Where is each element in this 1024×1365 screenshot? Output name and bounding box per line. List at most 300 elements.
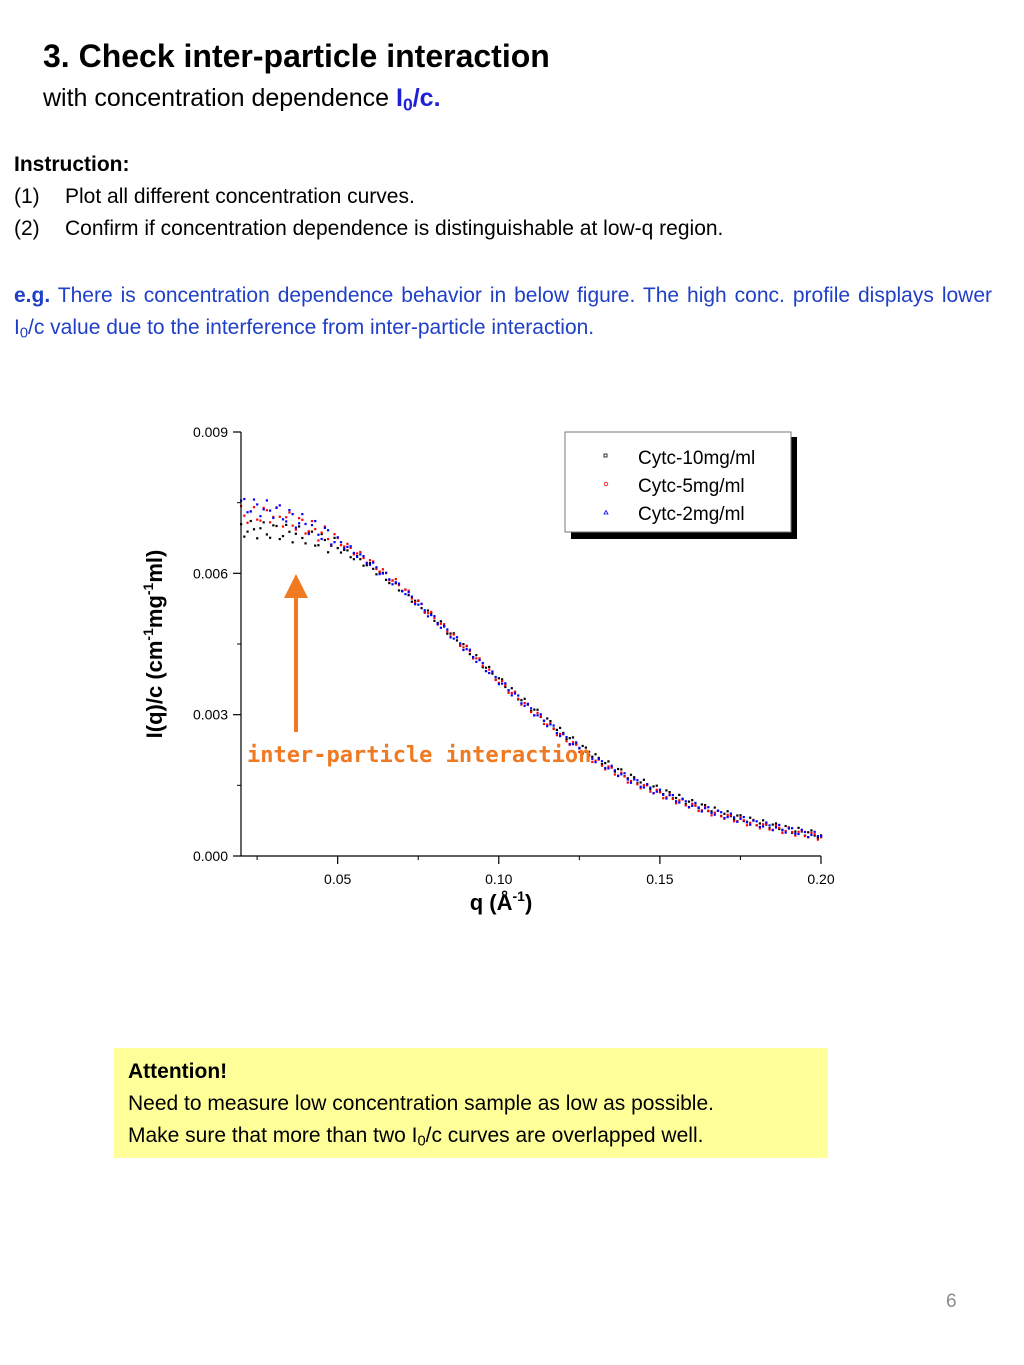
- data-point: [304, 532, 306, 534]
- data-point: [430, 614, 432, 616]
- legend: [565, 432, 797, 539]
- data-point: [556, 734, 558, 736]
- data-point: [527, 703, 529, 705]
- data-point: [282, 535, 284, 537]
- data-point: [295, 526, 297, 528]
- data-point: [478, 659, 480, 661]
- data-point: [556, 732, 558, 734]
- data-point: [459, 644, 461, 646]
- data-point: [395, 578, 397, 580]
- data-point: [401, 590, 403, 592]
- data-point: [804, 835, 806, 837]
- data-point: [601, 765, 603, 767]
- data-point: [314, 520, 316, 522]
- data-point: [282, 518, 284, 520]
- data-point: [646, 783, 648, 785]
- data-point: [504, 682, 506, 684]
- attention-line-2-b: /c curves are overlapped well.: [425, 1124, 704, 1147]
- data-point: [723, 813, 725, 815]
- data-point: [652, 792, 654, 794]
- data-point: [514, 692, 516, 694]
- data-point: [752, 820, 754, 822]
- data-point: [507, 689, 509, 691]
- data-point: [756, 820, 758, 822]
- data-point: [772, 824, 774, 826]
- data-point: [491, 670, 493, 672]
- data-point: [343, 547, 345, 549]
- x-tick-label: 0.10: [485, 871, 513, 887]
- data-point: [253, 528, 255, 530]
- data-point: [317, 539, 319, 541]
- data-point: [372, 562, 374, 564]
- data-point: [785, 825, 787, 827]
- data-point: [433, 615, 435, 617]
- data-point: [594, 753, 596, 755]
- data-point: [662, 797, 664, 799]
- x-axis-title-end: ): [524, 890, 533, 915]
- attention-line-1: Need to measure low concentration sample as low as possible.: [128, 1092, 714, 1115]
- data-point: [630, 774, 632, 776]
- page-number: 6: [946, 1291, 957, 1312]
- slide-subtitle: [43, 84, 441, 113]
- data-point: [810, 834, 812, 836]
- data-point: [649, 786, 651, 788]
- data-point: [656, 789, 658, 791]
- data-point: [694, 804, 696, 806]
- data-point: [462, 646, 464, 648]
- data-point: [591, 758, 593, 760]
- data-point: [398, 583, 400, 585]
- data-point: [356, 556, 358, 558]
- data-point: [620, 773, 622, 775]
- data-point: [723, 817, 725, 819]
- data-point: [791, 831, 793, 833]
- data-point: [253, 498, 255, 500]
- data-point: [627, 778, 629, 780]
- data-point: [743, 819, 745, 821]
- data-point: [797, 827, 799, 829]
- y-axis-title-part: mg: [142, 595, 167, 629]
- data-point: [327, 538, 329, 540]
- data-point: [781, 832, 783, 834]
- slide-title: 3. Check inter-particle interaction: [43, 38, 550, 74]
- data-point: [530, 711, 532, 713]
- data-point: [404, 589, 406, 591]
- data-point: [398, 589, 400, 591]
- data-point: [743, 816, 745, 818]
- data-point: [617, 768, 619, 770]
- data-point: [485, 670, 487, 672]
- data-point: [517, 698, 519, 700]
- data-point: [356, 552, 358, 554]
- data-point: [565, 738, 567, 740]
- data-point: [311, 531, 313, 533]
- data-point: [685, 804, 687, 806]
- data-point: [427, 609, 429, 611]
- data-point: [659, 791, 661, 793]
- data-point: [346, 546, 348, 548]
- data-point: [675, 800, 677, 802]
- series-2: [240, 498, 822, 838]
- subtitle-formula-c: /c.: [412, 84, 441, 112]
- data-point: [659, 789, 661, 791]
- x-axis-title: [470, 888, 533, 915]
- data-point: [475, 657, 477, 659]
- data-point: [414, 603, 416, 605]
- data-point: [246, 511, 248, 513]
- data-point: [614, 773, 616, 775]
- data-point: [546, 725, 548, 727]
- data-point: [295, 533, 297, 535]
- data-point: [266, 509, 268, 511]
- y-axis-title-part: ml): [142, 549, 167, 583]
- data-point: [640, 786, 642, 788]
- data-point: [259, 527, 261, 529]
- data-point: [623, 775, 625, 777]
- data-point: [353, 552, 355, 554]
- data-point: [495, 676, 497, 678]
- data-point: [594, 761, 596, 763]
- data-point: [636, 783, 638, 785]
- data-point: [549, 720, 551, 722]
- data-point: [759, 822, 761, 824]
- data-point: [292, 525, 294, 527]
- data-point: [504, 684, 506, 686]
- data-point: [475, 661, 477, 663]
- data-point: [556, 729, 558, 731]
- data-point: [346, 549, 348, 551]
- y-tick-label: 0.003: [192, 706, 228, 723]
- data-point: [304, 523, 306, 525]
- data-point: [797, 831, 799, 833]
- instruction-text: Plot all different concentration curves.: [65, 185, 415, 208]
- data-point: [520, 699, 522, 701]
- data-point: [669, 791, 671, 793]
- example-text-1: There is concentration dependence behavior in below figure. The high conc. profile displays lower I: [14, 284, 992, 339]
- data-point: [488, 668, 490, 670]
- data-point: [298, 517, 300, 519]
- data-point: [675, 802, 677, 804]
- data-point: [375, 573, 377, 575]
- data-point: [417, 604, 419, 606]
- data-point: [321, 532, 323, 534]
- data-point: [778, 827, 780, 829]
- data-point: [385, 572, 387, 574]
- data-point: [636, 779, 638, 781]
- data-point: [804, 831, 806, 833]
- data-point: [485, 667, 487, 669]
- data-point: [691, 803, 693, 805]
- data-point: [669, 794, 671, 796]
- data-point: [536, 714, 538, 716]
- data-point: [259, 515, 261, 517]
- data-point: [546, 717, 548, 719]
- data-points-layer: [240, 498, 822, 841]
- data-point: [511, 687, 513, 689]
- data-point: [643, 784, 645, 786]
- data-point: [466, 645, 468, 647]
- data-point: [317, 534, 319, 536]
- data-point: [607, 767, 609, 769]
- data-point: [714, 812, 716, 814]
- data-point: [250, 510, 252, 512]
- data-point: [466, 648, 468, 650]
- y-tick-label: 0.006: [192, 565, 228, 582]
- data-point: [672, 798, 674, 800]
- data-point: [768, 828, 770, 830]
- data-point: [385, 579, 387, 581]
- data-point: [391, 579, 393, 581]
- data-point: [243, 536, 245, 538]
- data-point: [807, 831, 809, 833]
- data-point: [717, 810, 719, 812]
- data-point: [807, 836, 809, 838]
- attention-line-2: [128, 1120, 814, 1152]
- data-point: [369, 559, 371, 561]
- data-point: [443, 625, 445, 627]
- data-point: [746, 824, 748, 826]
- data-point: [366, 564, 368, 566]
- data-point: [656, 791, 658, 793]
- data-point: [269, 510, 271, 512]
- data-point: [604, 762, 606, 764]
- data-point: [388, 582, 390, 584]
- data-point: [511, 694, 513, 696]
- data-point: [301, 537, 303, 539]
- data-point: [533, 709, 535, 711]
- y-tick-label: 0.009: [192, 424, 228, 440]
- data-point: [665, 789, 667, 791]
- data-point: [379, 571, 381, 573]
- data-point: [462, 643, 464, 645]
- data-point: [250, 520, 252, 522]
- data-point: [652, 785, 654, 787]
- data-point: [382, 572, 384, 574]
- data-point: [559, 727, 561, 729]
- data-point: [369, 564, 371, 566]
- data-point: [498, 683, 500, 685]
- data-point: [327, 551, 329, 553]
- instruction-item: [14, 217, 723, 241]
- data-point: [430, 611, 432, 613]
- data-point: [762, 823, 764, 825]
- data-point: [340, 541, 342, 543]
- data-point: [404, 593, 406, 595]
- x-tick-label: 0.20: [807, 871, 835, 887]
- y-axis-title-part: I(q)/c (cm: [142, 640, 167, 739]
- data-point: [282, 525, 284, 527]
- data-point: [333, 537, 335, 539]
- data-point: [785, 831, 787, 833]
- attention-line-2-sub: 0: [417, 1133, 426, 1150]
- data-point: [359, 551, 361, 553]
- data-point: [488, 666, 490, 668]
- data-point: [362, 565, 364, 567]
- data-point: [607, 765, 609, 767]
- data-point: [817, 839, 819, 841]
- data-point: [333, 533, 335, 535]
- data-point: [427, 612, 429, 614]
- data-point: [720, 815, 722, 817]
- data-point: [314, 545, 316, 547]
- data-point: [337, 536, 339, 538]
- data-point: [288, 511, 290, 513]
- data-point: [411, 595, 413, 597]
- data-point: [662, 794, 664, 796]
- data-point: [665, 797, 667, 799]
- data-point: [411, 601, 413, 603]
- data-point: [327, 529, 329, 531]
- data-point: [797, 833, 799, 835]
- saxs-chart: [120, 410, 840, 930]
- data-point: [736, 814, 738, 816]
- data-point: [472, 656, 474, 658]
- data-point: [733, 816, 735, 818]
- instruction-item: [14, 185, 415, 209]
- data-point: [424, 609, 426, 611]
- data-point: [543, 723, 545, 725]
- data-point: [440, 627, 442, 629]
- legend-label: Cytc-10mg/ml: [638, 448, 756, 469]
- data-point: [607, 760, 609, 762]
- data-point: [482, 662, 484, 664]
- data-point: [469, 649, 471, 651]
- data-point: [314, 528, 316, 530]
- data-point: [749, 824, 751, 826]
- data-point: [614, 769, 616, 771]
- data-point: [275, 507, 277, 509]
- data-point: [736, 821, 738, 823]
- data-point: [362, 555, 364, 557]
- data-point: [304, 542, 306, 544]
- x-tick-label: 0.05: [324, 871, 352, 887]
- data-point: [543, 720, 545, 722]
- data-point: [794, 830, 796, 832]
- data-point: [420, 603, 422, 605]
- data-point: [469, 653, 471, 655]
- x-tick-label: 0.15: [646, 871, 674, 887]
- data-point: [707, 810, 709, 812]
- data-point: [727, 814, 729, 816]
- example-paragraph: [14, 280, 992, 344]
- data-point: [814, 831, 816, 833]
- data-point: [810, 829, 812, 831]
- data-point: [388, 578, 390, 580]
- data-point: [298, 522, 300, 524]
- data-point: [762, 819, 764, 821]
- data-point: [382, 568, 384, 570]
- attention-box: [114, 1048, 828, 1158]
- data-point: [346, 543, 348, 545]
- data-point: [379, 573, 381, 575]
- series-0: [240, 520, 822, 839]
- instruction-heading: Instruction:: [14, 153, 130, 176]
- data-point: [775, 826, 777, 828]
- data-point: [611, 765, 613, 767]
- data-point: [330, 543, 332, 545]
- data-point: [311, 520, 313, 522]
- data-point: [540, 713, 542, 715]
- instruction-number: (2): [14, 217, 40, 240]
- data-point: [549, 723, 551, 725]
- example-text-2: /c value due to the interference from inter-particle interaction.: [28, 316, 595, 339]
- data-point: [440, 620, 442, 622]
- subtitle-formula-sub: 0: [402, 94, 413, 115]
- data-point: [675, 797, 677, 799]
- data-point: [524, 698, 526, 700]
- data-point: [801, 829, 803, 831]
- data-point: [511, 692, 513, 694]
- data-point: [372, 568, 374, 570]
- data-point: [256, 519, 258, 521]
- data-point: [391, 583, 393, 585]
- data-point: [449, 636, 451, 638]
- data-point: [701, 803, 703, 805]
- data-point: [540, 715, 542, 717]
- data-point: [256, 503, 258, 505]
- data-point: [507, 692, 509, 694]
- data-point: [459, 642, 461, 644]
- data-point: [324, 527, 326, 529]
- data-point: [678, 799, 680, 801]
- data-point: [440, 623, 442, 625]
- data-point: [691, 799, 693, 801]
- data-point: [501, 680, 503, 682]
- data-point: [427, 615, 429, 617]
- data-point: [433, 620, 435, 622]
- data-point: [408, 594, 410, 596]
- annotation-label: inter-particle interaction: [247, 743, 592, 768]
- data-point: [572, 736, 574, 738]
- data-point: [698, 806, 700, 808]
- data-point: [707, 806, 709, 808]
- data-point: [710, 812, 712, 814]
- x-axis-title-main: q (Å: [469, 890, 513, 915]
- data-point: [810, 832, 812, 834]
- data-point: [817, 835, 819, 837]
- data-point: [308, 533, 310, 535]
- data-point: [453, 638, 455, 640]
- data-point: [272, 524, 274, 526]
- data-point: [395, 581, 397, 583]
- data-point: [623, 772, 625, 774]
- example-label: e.g.: [14, 284, 51, 307]
- data-point: [649, 791, 651, 793]
- data-point: [324, 539, 326, 541]
- data-point: [746, 821, 748, 823]
- data-point: [269, 521, 271, 523]
- data-point: [446, 628, 448, 630]
- legend-label: Cytc-2mg/ml: [638, 504, 745, 525]
- data-point: [279, 504, 281, 506]
- data-point: [643, 779, 645, 781]
- data-point: [739, 814, 741, 816]
- data-point: [781, 829, 783, 831]
- data-point: [301, 513, 303, 515]
- data-point: [317, 544, 319, 546]
- data-point: [246, 522, 248, 524]
- instruction-number: (1): [14, 185, 40, 208]
- y-axis-title-sup: -1: [140, 582, 156, 596]
- data-point: [678, 801, 680, 803]
- data-point: [456, 639, 458, 641]
- data-point: [691, 805, 693, 807]
- data-point: [453, 633, 455, 635]
- data-point: [285, 524, 287, 526]
- series-1: [240, 505, 822, 841]
- data-point: [340, 544, 342, 546]
- data-point: [553, 724, 555, 726]
